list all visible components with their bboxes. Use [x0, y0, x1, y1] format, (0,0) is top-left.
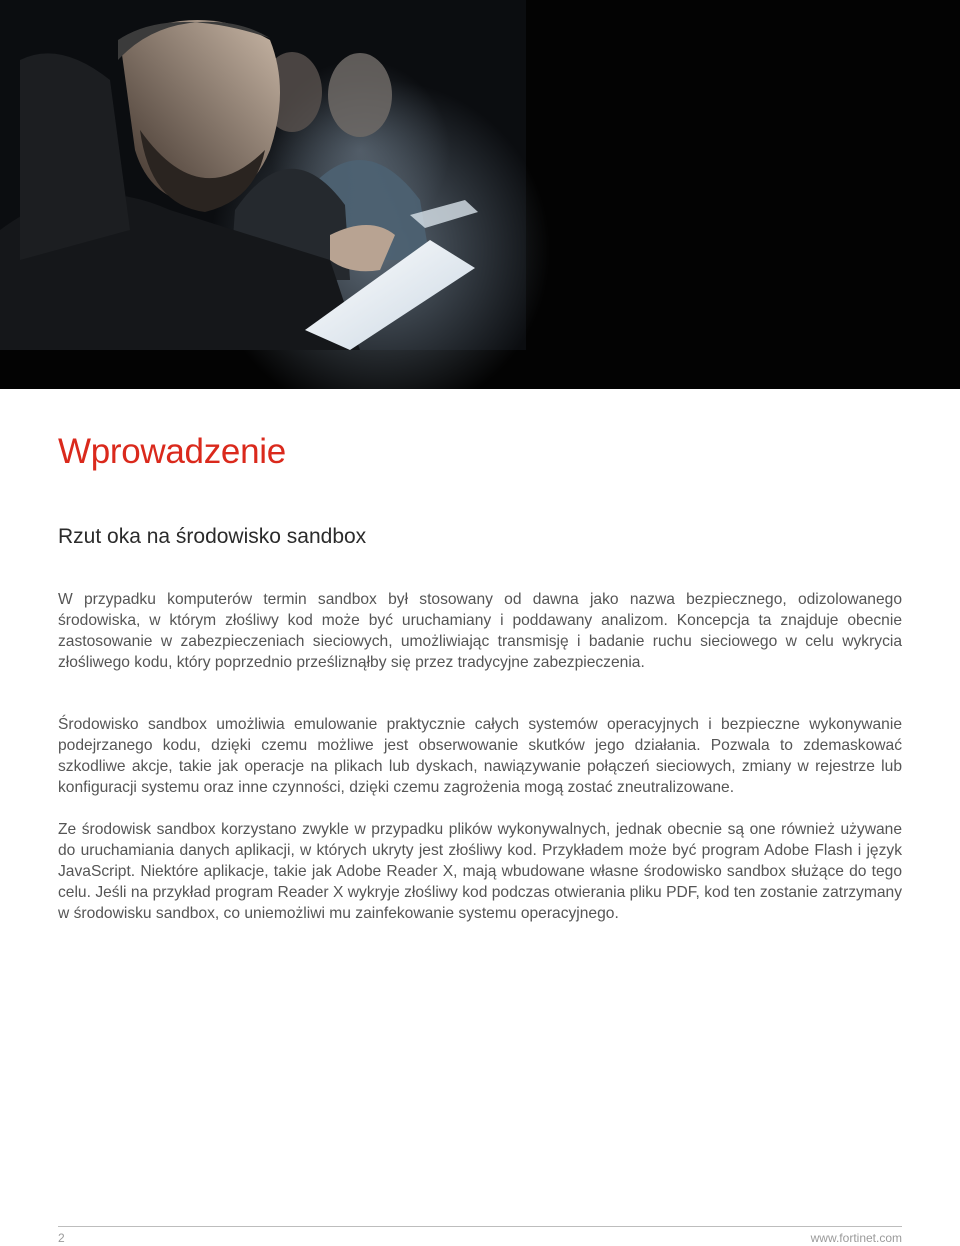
body-paragraph: W przypadku komputerów termin sandbox był stosowany od dawna jako nazwa bezpiecznego, odizolowanego środowiska, w którym złośliwy kod może być uruchamiany i poddawany analizom. Koncepcja ta znajduje obecnie zastosowanie w zabezpieczeniach sieciowych, umożliwiając transmisję i badanie ruchu sieciowego w celu wykrycia złośliwego kodu, który poprzednio prześliznąłby się przez tradycyjne zabezpieczenia. [58, 591, 902, 671]
body-paragraph: Środowisko sandbox umożliwia emulowanie praktycznie całych systemów operacyjnych i bezpieczne wykonywanie podejrzanego kodu, dzięki czemu możliwe jest obserwowanie skutków jego działania. Pozwala to zdemaskować szkodliwe akcje, takie jak operacje na plikach lub dyskach, nawiązywanie połączeń sieciowych, zmiany w rejestrze lub konfiguracji systemu oraz inne czynności, dzięki czemu zagrożenia mogą zostać zneutralizowane. [58, 716, 902, 796]
footer-website-link[interactable]: www.fortinet.com [810, 1231, 902, 1245]
page-number: 2 [58, 1231, 65, 1245]
hero-photo [0, 0, 960, 389]
photo-people-using-tablets-icon [0, 0, 960, 389]
page-title: Wprowadzenie [58, 432, 286, 471]
footer-divider [58, 1226, 902, 1227]
body-paragraph: Ze środowisk sandbox korzystano zwykle w przypadku plików wykonywalnych, jednak obecnie są one również używane do uruchamiania danych aplikacji, w których ukryty jest złośliwy kod. Przykładem może być program Adobe Flash i język JavaScript. Niektóre aplikacje, takie jak Adobe Reader X, mają wbudowane własne środowisko sandbox służące do tego celu. Jeśli na przykład program Reader X wykryje złośliwy kod podczas otwierania pliku PDF, kod ten zostanie zatrzymany w środowisku sandbox, co uniemożliwi mu zainfekowanie systemu operacyjnego. [58, 821, 902, 922]
section-subtitle: Rzut oka na środowisko sandbox [58, 525, 367, 548]
